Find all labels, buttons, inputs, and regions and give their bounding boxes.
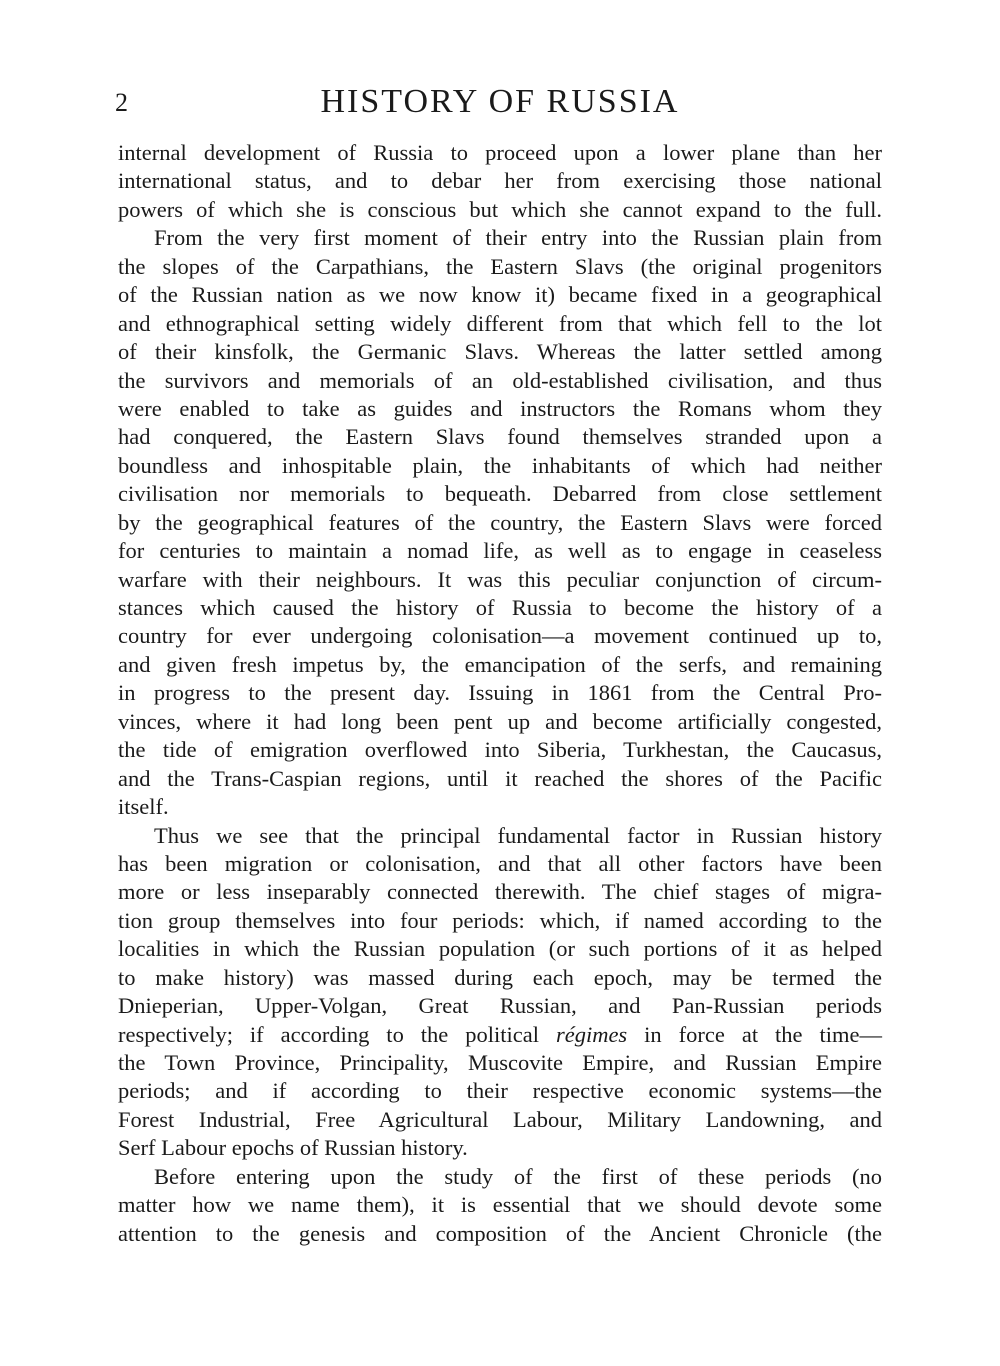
text-line: the tide of emigration overflowed into Siberia, Turkhestan, the Caucasus, [118,737,882,763]
text-line: powers of which she is conscious but which she cannot expand to the full. [118,196,882,222]
text-line: internal development of Russia to proceed upon a lower plane than her [118,140,882,165]
text-line: the slopes of the Carpathians, the Eastern Slavs (the original progenitors [118,253,882,279]
text-line: of the Russian nation as we now know it) became fixed in a geographical [118,282,882,308]
text-fragment: respectively; if according to the political [118,1021,556,1047]
text-line: and the Trans-Caspian regions, until it reached the shores of the Pacific [118,765,882,791]
paragraph-eastern-slavs [118,224,882,821]
text-line: and ethnographical setting widely different from that which fell to the lot [118,310,882,336]
running-title: HISTORY OF RUSSIA [320,83,680,120]
text-line: and given fresh impetus by, the emancipation of the serfs, and remaining [118,651,882,677]
text-line: Before entering upon the study of the first of these periods (no [154,1163,882,1189]
text-line: country for ever undergoing colonisation—a movement continued up to, [118,623,882,649]
text-line: localities in which the Russian population (or such portions of it as helped [118,936,882,962]
text-line: vinces, where it had long been pent up and become artificially congested, [118,708,882,734]
text-line: in progress to the present day. Issuing in 1861 from the Central Pro- [118,680,882,706]
text-line: Serf Labour epochs of Russian history. [118,1135,468,1161]
text-line: attention to the genesis and composition of the Ancient Chronicle (the [118,1220,882,1246]
text-line: by the geographical features of the country, the Eastern Slavs were forced [118,509,882,535]
text-line: stances which caused the history of Russia to become the history of a [118,595,882,620]
text-line: itself. [118,794,169,820]
text-line: boundless and inhospitable plain, the inhabitants of which had neither [118,452,882,478]
text-line: international status, and to debar her from exercising those national [118,168,882,194]
paragraph-continuation [118,139,882,224]
text-line: tion group themselves into four periods: which, if named according to the [118,907,882,933]
text-line: for centuries to maintain a nomad life, as well as to engage in ceaseless [118,538,882,564]
text-line: of their kinsfolk, the Germanic Slavs. Whereas the latter settled among [118,339,882,365]
text-line: matter how we name them), it is essential that we should devote some [118,1192,882,1218]
text-line: Dnieperian, Upper-Volgan, Great Russian, and Pan-Russian periods [118,993,882,1019]
paragraph-migration-periods [118,822,882,1163]
paragraph-ancient-chronicle [118,1163,882,1248]
text-line-with-italic [118,1021,882,1049]
text-line: the Town Province, Principality, Muscovite Empire, and Russian Empire [118,1050,882,1075]
text-line: Forest Industrial, Free Agricultural Labour, Military Landowning, and [118,1106,882,1132]
italic-term: régimes [555,1021,628,1047]
text-line: civilisation nor memorials to bequeath. Debarred from close settlement [118,481,882,507]
text-line: warfare with their neighbours. It was this peculiar conjunction of circum- [118,566,882,592]
text-fragment: in force at the time— [627,1021,882,1047]
text-line: Thus we see that the principal fundamental factor in Russian history [154,822,882,848]
text-line: to make history) was massed during each epoch, may be termed the [118,964,882,990]
body-text [118,139,882,1248]
page-number: 2 [115,88,128,117]
text-line: had conquered, the Eastern Slavs found themselves stranded upon a [118,424,882,450]
text-line: more or less inseparably connected therewith. The chief stages of migra- [118,879,882,905]
text-line: has been migration or colonisation, and that all other factors have been [118,850,882,876]
text-line: the survivors and memorials of an old-established civilisation, and thus [118,367,882,393]
text-line: From the very first moment of their entry into the Russian plain from [154,225,882,251]
text-line: were enabled to take as guides and instructors the Romans whom they [118,395,882,421]
text-line: periods; and if according to their respective economic systems—the [118,1078,882,1104]
